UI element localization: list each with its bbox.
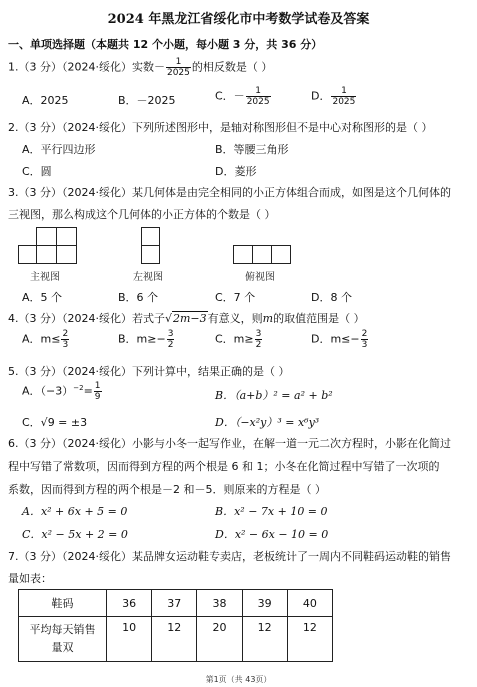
q4-a-num: 2 [62,329,69,339]
q1-fraction [166,57,191,78]
q1-c-fraction [246,86,271,107]
question-2: 2.（3 分）（2024·绥化）下列所述图形中，是轴对称图形但不是中心对称图形的是（ ） [8,121,433,134]
question-6-line-2: 程中写错了常数项，因而得到方程的两个根是 6 和 1；小冬在化简过程中写错了一次项的 [8,460,440,473]
q4-option-a [22,329,70,350]
question-5: 5.（3 分）（2024·绥化）下列计算中，结果正确的是（ ） [8,365,290,378]
q1-option-c [215,86,272,107]
q2-option-c: C．圆 [22,165,52,178]
question-6-line-3: 系数，因而得到方程的两个根是－2 和－5．则原来的方程是（ ） [8,483,326,496]
q4-a-fraction [61,329,69,350]
q1-option-b: B．－2025 [118,94,176,107]
q4-a-prefix: A．m≤ [22,332,61,346]
question-3-line-2: 三视图，那么构成这个几何体的小正方体的个数是（ ） [8,208,276,221]
front-view-label: 主视图 [30,272,60,283]
q1-option-d [311,86,357,107]
table-cell: 39 [242,590,287,617]
q4-b-fraction [167,329,175,350]
q6-option-b: B．x² − 7x + 10 = 0 [215,505,328,518]
table-row [19,617,333,662]
top-view-label: 俯视图 [245,272,275,283]
q4-c-num: 3 [255,329,262,339]
q4-option-b [118,329,175,350]
q4-option-d [311,329,369,350]
q5-a-exponent: −2 [73,383,84,392]
q6-option-c: C．x² − 5x + 2 = 0 [22,528,128,541]
row-header-sales-line-2: 量双 [51,641,74,654]
row-header-size: 鞋码 [19,590,107,617]
question-3-line-1: 3.（3 分）（2024·绥化）某几何体是由完全相同的小正方体组合而成，如图是这个几何体的 [8,186,451,199]
q1-text-b: 的相反数是（ ） [191,60,273,74]
q4-c-den: 2 [255,340,262,350]
q4-text-c: 的取值范围是（ ） [273,312,365,325]
table-cell: 12 [242,617,287,662]
page-footer: 第1页（共 43页） [205,675,272,684]
q1-option-a: A．2025 [22,94,69,107]
page-title: 2024 年黑龙江省绥化市中考数学试卷及答案 [107,12,370,27]
shoe-sales-table [18,589,333,662]
q4-d-den: 3 [361,340,368,350]
q1-c-den: 2025 [246,97,270,107]
q5-a-fraction [94,381,102,402]
q3-option-a: A．5 个 [22,291,63,304]
q3-option-b: B．6 个 [118,291,159,304]
table-cell: 12 [287,617,332,662]
question-4: 4.（3 分）（2024·绥化）若式子√2m−3有意义，则m的取值范围是（ ） [8,312,365,325]
q3-option-d: D．8 个 [311,291,352,304]
q1-d-num: 1 [331,86,356,97]
q5-a-equals: = [83,384,93,398]
table-cell: 38 [197,590,242,617]
table-cell: 40 [287,590,332,617]
q4-text-a: 4.（3 分）（2024·绥化）若式子 [8,312,165,325]
q3-option-c: C．7 个 [215,291,256,304]
q1-frac-num: 1 [166,57,191,68]
q1-text-a: 1.（3 分）（2024·绥化）实数－ [8,60,165,74]
q5-option-b: B．（a+b）² = a² + b² [215,389,333,402]
table-cell: 20 [197,617,242,662]
q2-option-d: D．菱形 [215,165,257,178]
q5-a-num: 1 [94,381,101,391]
q1-d-prefix: D． [311,89,331,103]
table-cell: 12 [152,617,197,662]
q2-option-b: B．等腰三角形 [215,143,289,156]
q4-variable: m [262,312,274,325]
q4-a-den: 3 [62,340,69,350]
q4-c-prefix: C．m≥ [215,332,254,346]
q4-text-b: 有意义，则 [207,312,263,325]
q6-option-a: A．x² + 6x + 5 = 0 [22,505,128,518]
q4-d-num: 2 [361,329,368,339]
q5-a-den: 9 [94,392,101,402]
table-cell: 36 [107,590,152,617]
left-view-label: 左视图 [133,272,163,283]
q5-option-a [22,381,103,402]
q4-option-c [215,329,263,350]
q6-option-d: D．x² − 6x − 10 = 0 [215,528,329,541]
q4-b-prefix: B．m≥− [118,332,166,346]
question-7-line-2: 量如表： [8,572,52,585]
q4-b-den: 2 [167,340,174,350]
q4-d-prefix: D．m≤− [311,332,360,346]
q4-radicand: 2m−3 [173,312,207,325]
q1-c-num: 1 [246,86,271,97]
q2-option-a: A．平行四边形 [22,143,96,156]
q1-frac-den: 2025 [166,68,190,78]
question-6-line-1: 6.（3 分）（2024·绥化）小影与小冬一起写作业，在解一道一元二次方程时，小影在化简过 [8,437,451,450]
question-7-line-1: 7.（3 分）（2024·绥化）某品牌女运动鞋专卖店，老板统计了一周内不同鞋码运动鞋的销售 [8,550,451,563]
q1-c-prefix: C．－ [215,89,245,103]
q5-a-prefix: A．（−3） [22,384,74,398]
q4-b-num: 3 [167,329,174,339]
q4-d-fraction [361,329,369,350]
table-row [19,590,333,617]
q4-c-fraction [255,329,263,350]
table-cell: 10 [107,617,152,662]
question-1 [8,57,272,78]
row-header-sales-line-1: 平均每天销售 [29,623,96,636]
q1-d-fraction [331,86,356,107]
q5-option-c: C．√9 = ±3 [22,416,88,429]
q5-option-d: D．（−x²y）³ = x⁶y³ [215,416,320,429]
q1-d-den: 2025 [332,97,356,107]
row-header-sales [19,617,107,662]
section-heading: 一、单项选择题（本题共 12 个小题，每小题 3 分，共 36 分） [8,38,323,51]
table-cell: 37 [152,590,197,617]
